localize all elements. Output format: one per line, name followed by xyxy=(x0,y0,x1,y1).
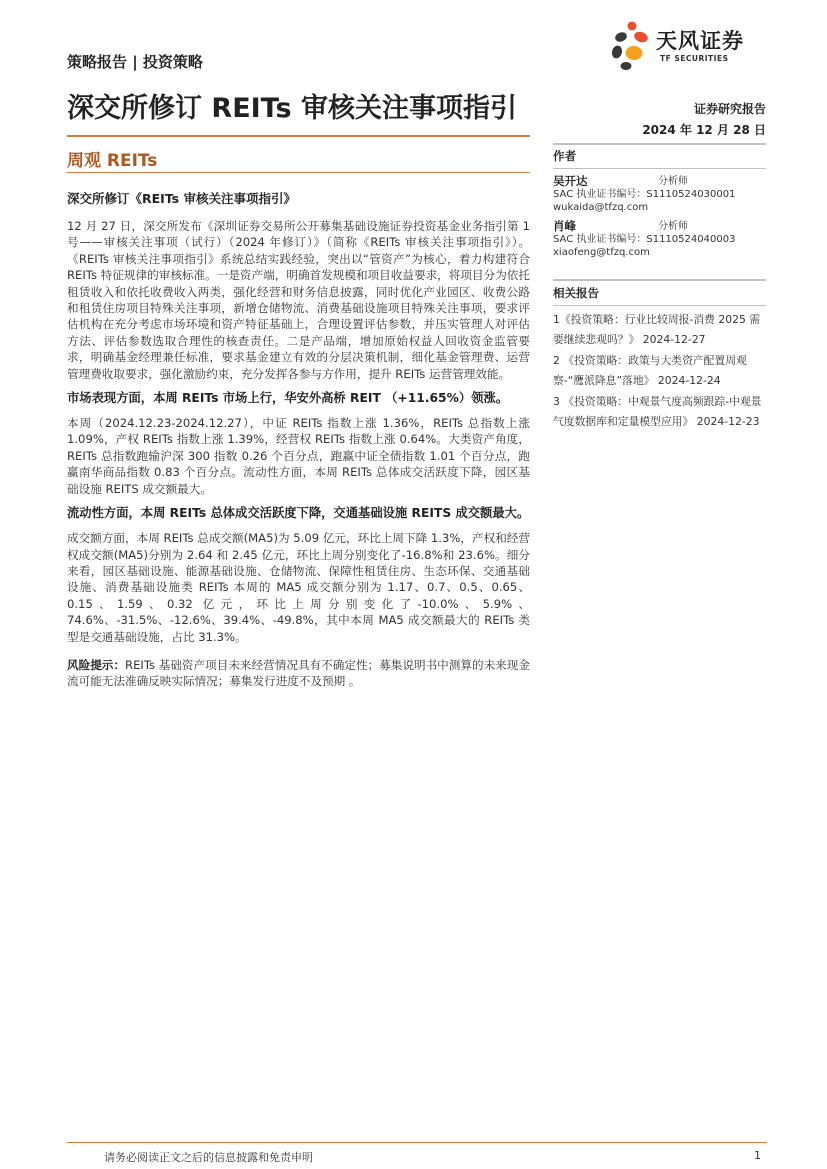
related-report-item[interactable]: 2 《投资策略：政策与大类资产配置周观察-“鹰派降息”落地》 2024-12-24 xyxy=(553,354,747,387)
author-email[interactable]: wukaida@tfzq.com xyxy=(553,202,649,213)
author-role: 分析师 xyxy=(658,221,688,232)
heading-liquidity: 流动性方面，本周 REITs 总体成交活跃度下降，交通基础设施 REITS 成交额最大。 xyxy=(67,506,530,521)
author-license: SAC 执业证书编号：S1110524030001 xyxy=(553,189,736,200)
risk-warning xyxy=(67,657,530,690)
related-divider xyxy=(553,305,766,306)
authors-divider-top xyxy=(553,143,766,145)
author-role: 分析师 xyxy=(658,176,688,187)
author-name: 肖峰 xyxy=(553,219,576,233)
logo-text-cn: 天风证券 xyxy=(656,29,744,53)
tf-securities-logo xyxy=(608,20,768,72)
author-name: 吴开达 xyxy=(553,174,588,188)
heading-market: 市场表现方面，本周 REITs 市场上行，华安外高桥 REIT （+11.65%）领涨。 xyxy=(67,391,509,406)
risk-text: REITs 基础资产项目未来经营情况具有不确定性；募集说明书中测算的未来现金流可能无法准确反映实际情况；募集发行进度不及预期 。 xyxy=(67,657,530,689)
section-title: 深交所修订《REITs 审核关注事项指引》 xyxy=(67,191,296,206)
logo-text-en: TF SECURITIES xyxy=(660,54,729,63)
weekly-title: 周观 REITs xyxy=(67,151,158,171)
paragraph-liquidity: 成交额方面，本周 REITs 总成交额(MA5)为 5.09 亿元，环比上周下降 1.3%，产权和经营权成交额(MA5)分别为 2.64 和 2.45 亿元，环比上周分别变化了-16.8%和 23.6%。细分来看，园区基础设施、能源基础设施、仓储物流、保障性租赁住房、生态环保、交通基础设施、消费基础设施类 REITs 本周的 MA5 成交额分别为 1.17、0.7、0.5、0.65、0.15、1.59、0.32 亿元，环比上周分别变化了-10.0%、5.9%、74.6%、-31.5%、-12.6%、39.4%、-49.8%，其中本周 MA5 成交额最大的 REITs 类型是交通基础设施，占比 31.3%。 xyxy=(67,531,530,644)
footer-disclaimer: 请务必阅读正文之后的信息披露和免责申明 xyxy=(104,1151,313,1164)
report-category: 策略报告 | 投资策略 xyxy=(67,53,203,71)
page-title: 深交所修订 REITs 审核关注事项指引 xyxy=(67,93,517,124)
related-reports-list xyxy=(553,310,766,431)
title-divider xyxy=(67,135,530,137)
related-report-item[interactable]: 1《投资策略：行业比较周报-消费 2025 需要继续悲观吗？》 2024-12-27 xyxy=(553,313,761,346)
main-content xyxy=(67,190,530,698)
sidebar xyxy=(553,143,766,433)
author-card xyxy=(553,220,766,259)
paragraph-policy: 12 月 27 日，深交所发布《深圳证券交易所公开募集基础设施证券投资基金业务指引第 1 号——审核关注事项（试行）（2024 年修订）》（简称《REITs 审核关注事项指引》）。《REITs 审核关注事项指引》系统总结实践经验，突出以“管资产”为核心，着力构建符合 REITs 特征规律的审核标准。一是资产端，明确首发规模和项目收益要求，将项目分为依托租赁收入和依托收费收入两类，强化经营和财务信息披露，同时优化产业园区、收费公路和租赁住房项目特殊关注事项，新增仓储物流、消费基础设施项目特殊关注事项，要求评估机构在充分考虑市场环境和资产特征基础上，合理设置评估参数，并压实管理人对评估方法、评估参数选取合理性的核查责任。二是产品端，增加原始权益人回收资金监管要求，明确基金经理兼任标准，要求基金建立有效的分层决策机制，细化基金管理费、运营管理费收取要求，强化激励约束，充分发挥各参与方作用，提升 REITs 运营管理效能。 xyxy=(67,219,530,381)
weekly-divider xyxy=(67,172,530,173)
related-report-item[interactable]: 3 《投资策略：中观景气度高频跟踪-中观景气度数据库和定量模型应用》 2024-12-23 xyxy=(553,395,762,428)
authors-title: 作者 xyxy=(553,149,576,163)
report-date: 2024 年 12 月 28 日 xyxy=(642,123,766,137)
document-type: 证券研究报告 xyxy=(693,102,766,116)
author-email[interactable]: xiaofeng@tfzq.com xyxy=(553,247,650,258)
authors-divider xyxy=(553,168,766,169)
risk-label: 风险提示： xyxy=(67,657,126,672)
related-divider-top xyxy=(553,279,766,281)
author-card xyxy=(553,175,766,214)
logo-mark-icon xyxy=(608,20,654,72)
related-reports-title: 相关报告 xyxy=(553,286,599,300)
page-number: 1 xyxy=(754,1149,761,1162)
paragraph-market: 本周（2024.12.23-2024.12.27），中证 REITs 指数上涨 1.36%，REITs 总指数上涨 1.09%，产权 REITs 指数上涨 1.39%，经营权 REITs 指数上涨 0.64%。大类资产角度，REITs 总指数跑输沪深 300 指数 0.26 个百分点，跑赢中证全债指数 1.01 个百分点，跑赢南华商品指数 0.83 个百分点。流动性方面，本周 REITs 总体成交活跃度下降，园区基础设施 REITS 成交额最大。 xyxy=(67,416,530,496)
author-license: SAC 执业证书编号：S1110524040003 xyxy=(553,234,736,245)
footer-divider xyxy=(67,1142,767,1143)
